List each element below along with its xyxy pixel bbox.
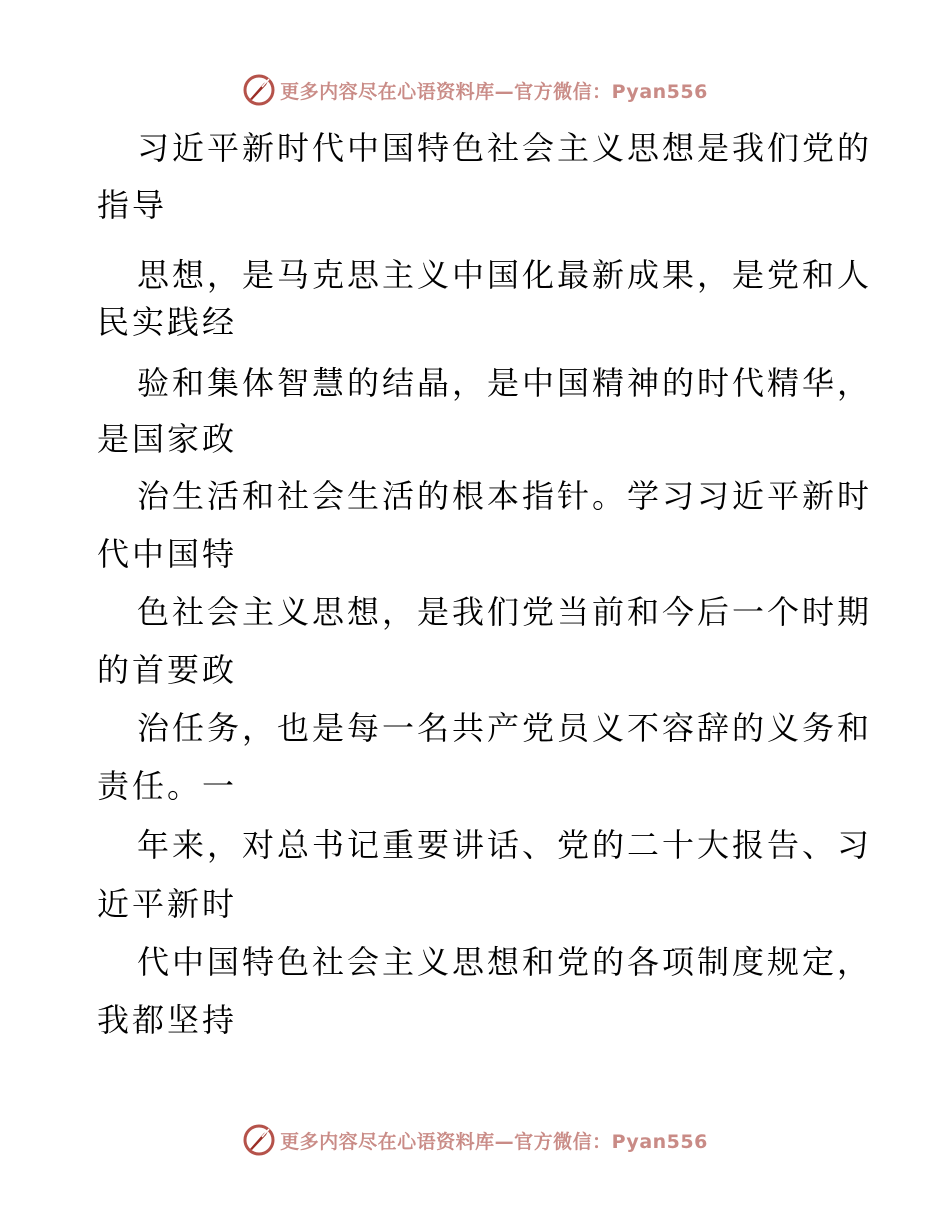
paragraph-line: 验和集体智慧的结晶，是中国精神的时代精华， (137, 364, 873, 402)
paragraph-line: 治任务，也是每一名共产党员义不容辞的义务和 (137, 709, 873, 747)
paragraph-line: 的首要政 (97, 651, 238, 689)
header-banner (0, 70, 950, 110)
paragraph-line: 近平新时 (97, 885, 238, 923)
paragraph-line: 责任。一 (97, 767, 238, 805)
paragraph-line: 年来，对总书记重要讲话、党的二十大报告、习 (137, 826, 873, 864)
quill-pen-logo-icon (242, 1123, 276, 1157)
paragraph-line: 治生活和社会生活的根本指针。学习习近平新时 (137, 477, 873, 515)
paragraph-line: 代中国特 (97, 535, 238, 573)
paragraph-line: 思想，是马克思主义中国化最新成果，是党和人 (137, 256, 873, 294)
paragraph-line: 习近平新时代中国特色社会主义思想是我们党的 (137, 129, 873, 167)
paragraph-line: 代中国特色社会主义思想和党的各项制度规定， (137, 943, 873, 981)
paragraph-line: 我都坚持 (97, 1001, 238, 1039)
footer-banner (0, 1120, 950, 1160)
paragraph-line: 是国家政 (97, 420, 238, 458)
header-banner-text: 更多内容尽在心语资料库—官方微信：Pyan556 (280, 80, 708, 103)
paragraph-line: 民实践经 (97, 303, 238, 341)
paragraph-line: 指导 (97, 186, 168, 224)
quill-pen-logo-icon (242, 73, 276, 107)
paragraph-line: 色社会主义思想，是我们党当前和今后一个时期 (137, 593, 873, 631)
footer-banner-text: 更多内容尽在心语资料库—官方微信：Pyan556 (280, 1130, 708, 1153)
